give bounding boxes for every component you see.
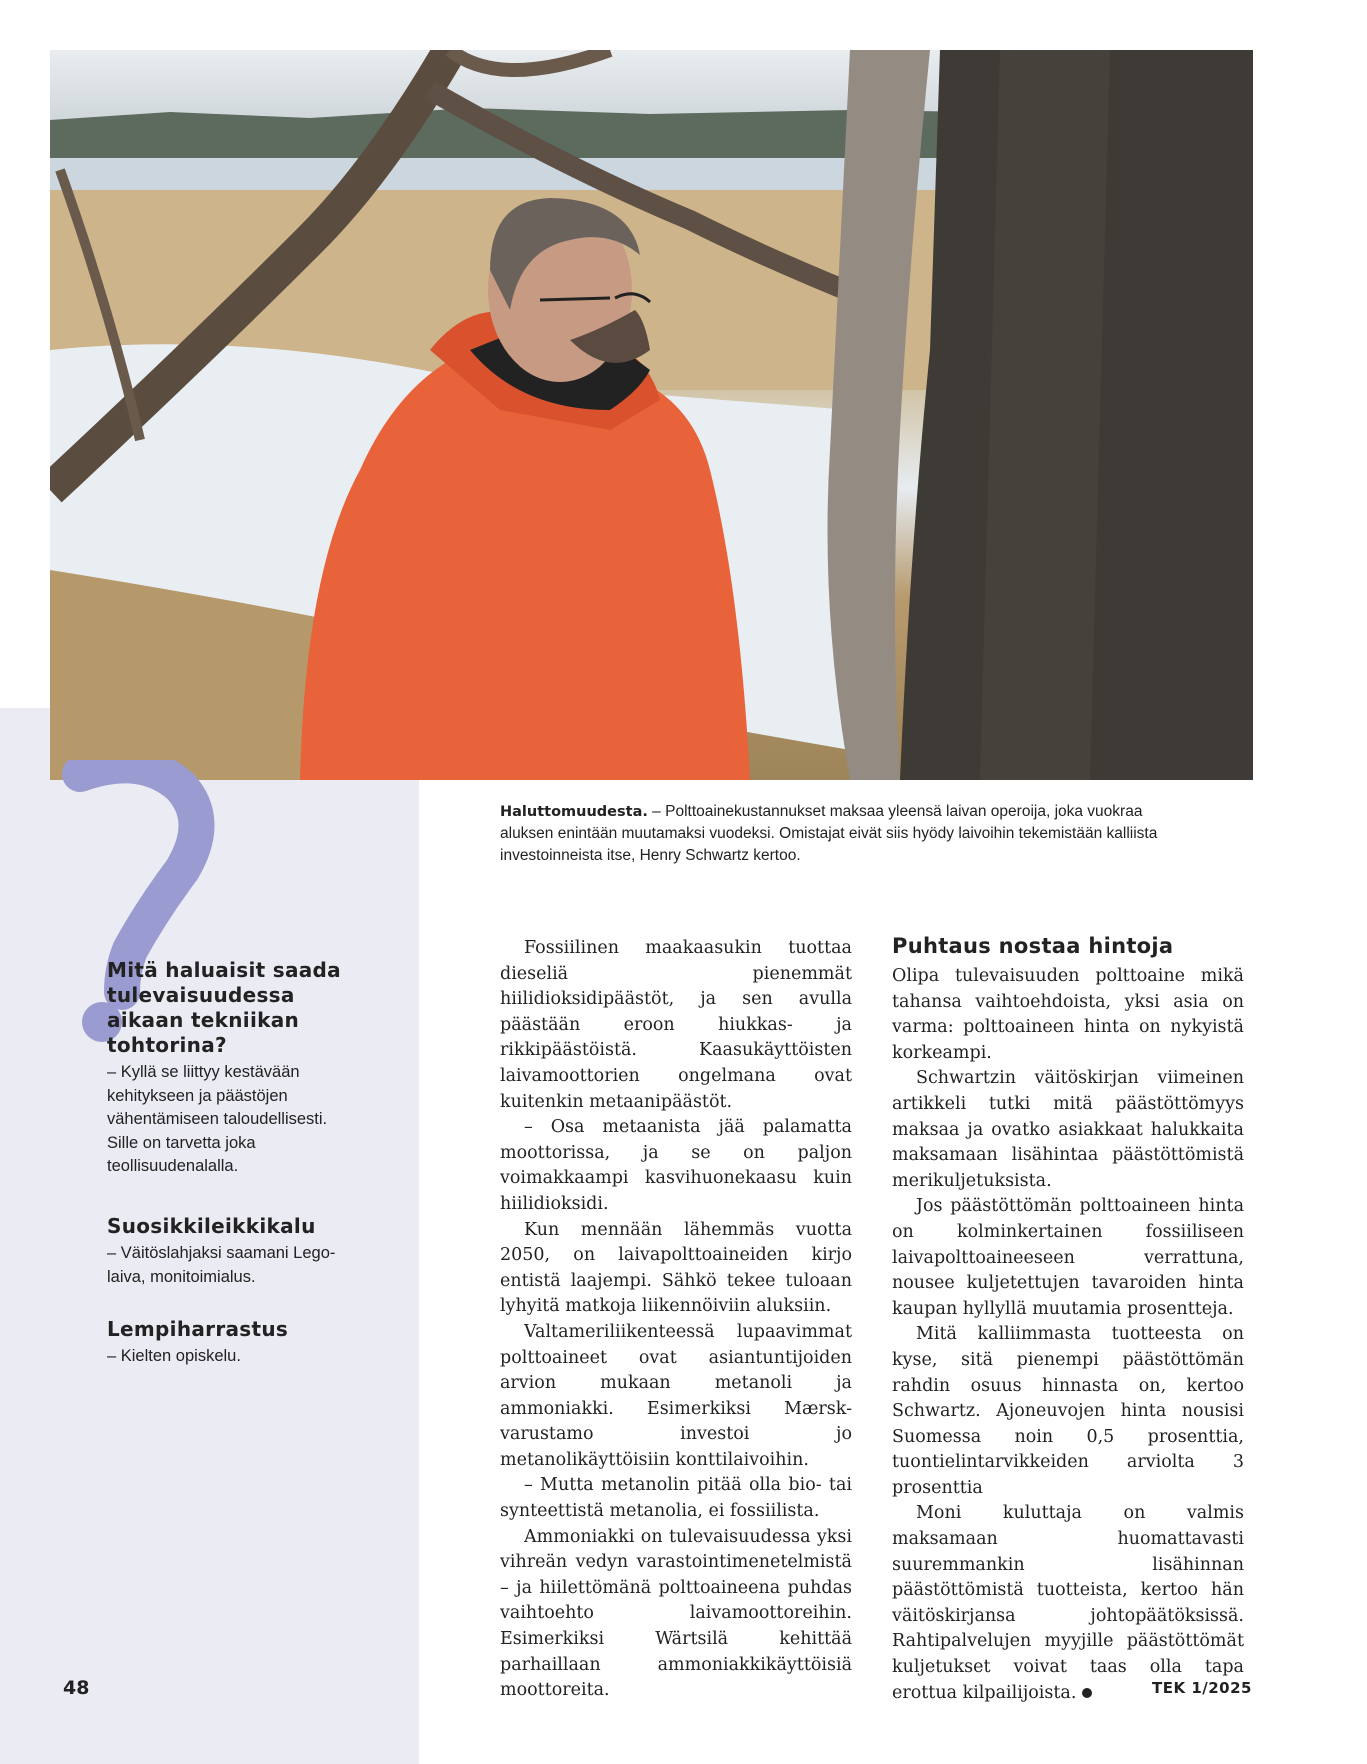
paragraph: – Osa metaanista jää palamatta moottorissa, ja se on paljon voimakkaampi kasvihuonekaasu kuin hiilidioksidi. [500, 1117, 852, 1214]
caption-text: – Polttoainekustannukset maksaa yleensä laivan operoija, joka vuokraa aluksen enintään muutamaksi vuodeksi. Omistajat eivät siis hyödy laivoihin tekemistään kalliista investoinneista itse, Henry Schwartz kertoo. [500, 803, 1158, 864]
sidebar-q3-answer: – Kielten opiskelu. [107, 1347, 241, 1365]
article-column-1 [500, 936, 852, 1704]
caption-lead: Haluttomuudesta. [500, 804, 648, 820]
paragraph-last [892, 1501, 1244, 1706]
page-number: 48 [63, 1677, 90, 1699]
sidebar-question-2 [107, 1214, 347, 1289]
paragraph: Mitä kalliimmasta tuotteesta on kyse, sitä pienempi päästöttömän rahdin osuus hinnasta on, kertoo Schwartz. Ajoneuvojen hinta nousisi Suomessa noin 0,5 prosenttia, tuontielintarvikkeiden arviolta 3 prosenttia [892, 1324, 1244, 1498]
paragraph: – Mutta metanolin pitää olla bio- tai synteettistä metanolia, ei fossiilista. [500, 1475, 852, 1522]
section-heading: Puhtaus nostaa hintoja [892, 934, 1174, 958]
paragraph: Schwartzin väitöskirjan viimeinen artikkeli tutki mitä päästöttömyys maksaa ja ovatko asiakkaat halukkaita maksamaan lisähintaa päästöttömistä merikuljetuksista. [892, 1068, 1244, 1191]
photo-caption [500, 801, 1190, 867]
sidebar-q1-answer: – Kyllä se liittyy kestävään kehitykseen ja päästöjen vähentämiseen taloudellisesti. Sille on tarvetta joka teollisuudenalalla. [107, 1063, 328, 1175]
sidebar-question-3 [107, 1317, 347, 1369]
paragraph: Kun mennään lähemmäs vuotta 2050, on laivapolttoaineiden kirjo entistä laajempi. Sähkö tekee tuloaan lyhyitä matkoja liikennöiviin aluksiin. [500, 1219, 852, 1317]
sidebar-q2-answer: – Väitöslahjaksi saamani Lego-laiva, monitoimialus. [107, 1244, 336, 1286]
paragraph: Ammoniakki on tulevaisuudessa yksi vihreän vedyn varastointimenetelmistä – ja hiilettömänä polttoaineena puhdas vaihtoehto laivamoottoreihin. Esimerkiksi Wärtsilä kehittää parhaillaan ammoniakkikäyttöisiä moottoreita. [500, 1526, 852, 1701]
end-bullet-icon [1082, 1688, 1092, 1698]
magazine-issue: TEK 1/2025 [1152, 1679, 1252, 1697]
sidebar-q3-title: Lempiharrastus [107, 1317, 289, 1341]
portrait-photo [50, 50, 1253, 780]
sidebar-question-1 [107, 958, 347, 1179]
paragraph: Jos päästöttömän polttoaineen hinta on kolminkertainen fossiiliseen laivapolttoaineeseen verrattuna, nousee kuljetettujen tavaroiden hinta kaupan hyllyllä muutamia prosentteja. [892, 1196, 1244, 1319]
paragraph: Fossiilinen maakaasukin tuottaa dieseliä pienemmät hiilidioksidipäästöt, ja sen avulla päästään eroon hiukkas- ja rikkipäästöistä. Kaasukäyttöisten laivamoottorien ongelmana ovat kuitenkin metaanipäästöt. [500, 938, 852, 1112]
paragraph-text: Moni kuluttaja on valmis maksamaan huomattavasti suuremmankin lisähinnan päästöttömistä tuotteista, kertoo hän väitöskirjansa johtopäätöksissä. Rahtipalvelujen myyjille päästöttömät kuljetukset voivat taas olla tapa erottua kilpailijoista. [892, 1503, 1244, 1703]
sidebar-q2-title: Suosikkileikkikalu [107, 1214, 316, 1238]
paragraph: Valtameriliikenteessä lupaavimmat polttoaineet ovat asiantuntijoiden arvion mukaan metanoli ja ammoniakki. Esimerkiksi Mærsk-varustamo investoi jo metanolikäyttöisiin konttilaivoihin. [500, 1321, 852, 1470]
paragraph: Olipa tulevaisuuden polttoaine mikä tahansa vaihtoehdoista, yksi asia on varma: polttoaineen hinta on nykyistä korkeampi. [892, 966, 1244, 1063]
article-column-2 [892, 932, 1244, 1706]
sidebar-q1-title: Mitä haluaisit saada tulevaisuudessa aikaan tekniikan tohtorina? [107, 958, 341, 1057]
